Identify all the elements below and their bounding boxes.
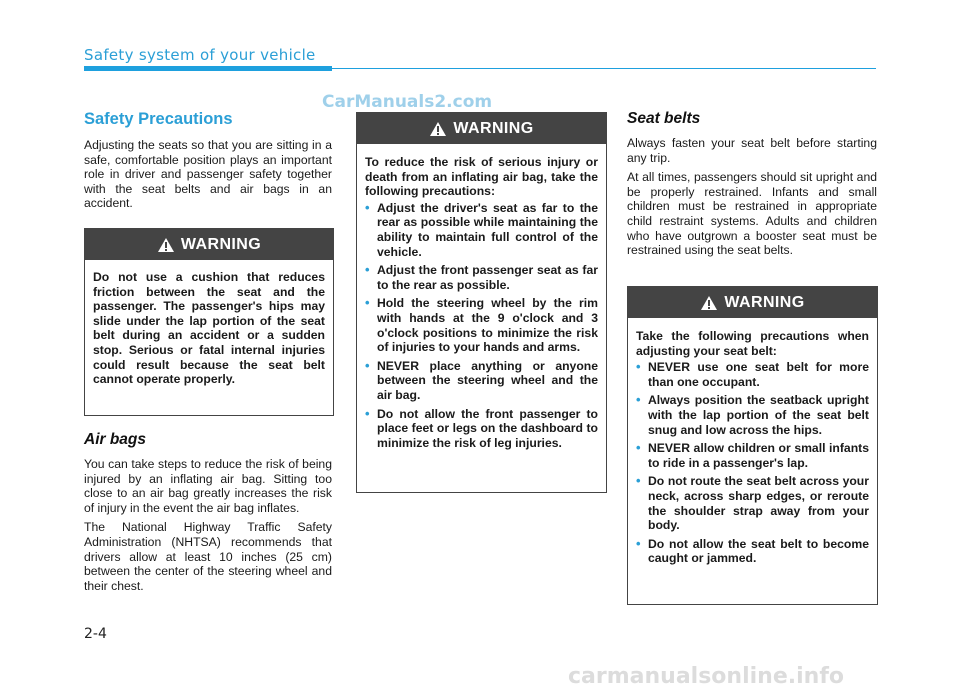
bullet-icon: •: [636, 535, 641, 551]
warning-label: WARNING: [453, 119, 534, 137]
page-number: 2-4: [84, 626, 107, 642]
warning-header: [357, 113, 606, 144]
air-bags-heading: Air bags: [84, 431, 147, 448]
list-item: • Adjust the driver's seat as far to the rear as possible while maintaining the ability to maintain full control of the vehicle.: [365, 199, 598, 259]
bullet-icon: •: [365, 295, 370, 311]
seat-belts-paragraph: Always fasten your seat belt before starting any trip.: [627, 136, 877, 165]
bullet-icon: •: [365, 357, 370, 373]
watermark: CarManuals2.com: [322, 92, 493, 112]
safety-precautions-heading: Safety Precautions: [84, 110, 233, 128]
list-item: • Do not allow the front passenger to place feet or legs on the dashboard to minimize the risk of leg injuries.: [365, 405, 598, 450]
warning-airbag-intro: To reduce the risk of serious injury or death from an inflating air bag, take the following precautions:: [365, 155, 598, 199]
bullet-icon: •: [365, 262, 370, 278]
bullet-icon: •: [636, 473, 641, 489]
bullet-icon: •: [636, 440, 641, 456]
warning-triangle-icon: [700, 295, 718, 311]
list-item: • NEVER allow children or small infants to ride in a passenger's lap.: [636, 440, 869, 470]
list-item: • Always position the seatback upright with the lap portion of the seat belt snug and low across the hips.: [636, 392, 869, 437]
warning-cushion-text: Do not use a cushion that reduces friction between the seat and the passenger. The passenger's hips may slide under the lap portion of the seat belt during an accident or a sudden stop. Serious or fatal internal injuries could result because the seat belt cannot operate properly.: [93, 270, 325, 387]
bullet-icon: •: [636, 392, 641, 408]
warning-airbag-list: [365, 201, 598, 451]
list-item: • Hold the steering wheel by the rim with hands at the 9 o'clock and 3 o'clock positions to minimize the risk of injuries to your hands and arms.: [365, 295, 598, 355]
list-item: • NEVER use one seat belt for more than one occupant.: [636, 359, 869, 389]
footer-watermark: carmanualsonline.info: [568, 664, 844, 689]
list-item: • Do not route the seat belt across your neck, across sharp edges, or reroute the shoulder strap away from your body.: [636, 473, 869, 533]
warning-box-airbag: [356, 112, 607, 493]
list-item: • Adjust the front passenger seat as far to the rear as possible.: [365, 262, 598, 292]
air-bags-paragraph: You can take steps to reduce the risk of being injured by an inflating air bag. Sitting too close to an air bag greatly increases the risk of injury in the event the air bag inflates.: [84, 457, 332, 515]
header-rule: [332, 68, 876, 69]
warning-label: WARNING: [724, 293, 805, 311]
warning-box-seatbelt: [627, 286, 878, 605]
warning-header: [628, 287, 877, 318]
bullet-icon: •: [365, 199, 370, 215]
section-header-title: Safety system of your vehicle: [84, 46, 316, 64]
right-column: [627, 110, 877, 263]
seat-belts-paragraph: At all times, passengers should sit upright and be properly restrained. Infants and small children must be restrained in appropriate child restraint systems. Adults and children who have outgrown a booster seat must be restrained using the seat belts.: [627, 170, 877, 258]
warning-header: [85, 229, 333, 260]
warning-triangle-icon: [157, 237, 175, 253]
list-item: • NEVER place anything or anyone between the steering wheel and the air bag.: [365, 357, 598, 402]
left-column: [84, 110, 332, 216]
warning-label: WARNING: [180, 235, 262, 253]
seat-belts-heading: Seat belts: [627, 110, 701, 127]
header-accent-bar: [84, 66, 332, 71]
warning-seatbelt-intro: Take the following precautions when adjusting your seat belt:: [636, 329, 869, 358]
bullet-icon: •: [365, 405, 370, 421]
warning-seatbelt-list: [636, 360, 869, 566]
warning-triangle-icon: [429, 121, 447, 137]
air-bags-section: [84, 431, 332, 598]
list-item: • Do not allow the seat belt to become caught or jammed.: [636, 535, 869, 566]
warning-box-cushion: [84, 228, 334, 416]
air-bags-paragraph: The National Highway Traffic Safety Administration (NHTSA) recommends that drivers allow at least 10 inches (25 cm) between the center of the steering wheel and their chest.: [84, 520, 332, 593]
bullet-icon: •: [636, 359, 641, 375]
safety-precautions-text: Adjusting the seats so that you are sitting in a safe, comfortable position plays an important role in driver and passenger safety together with the seat belts and air bags in an accident.: [84, 138, 332, 211]
